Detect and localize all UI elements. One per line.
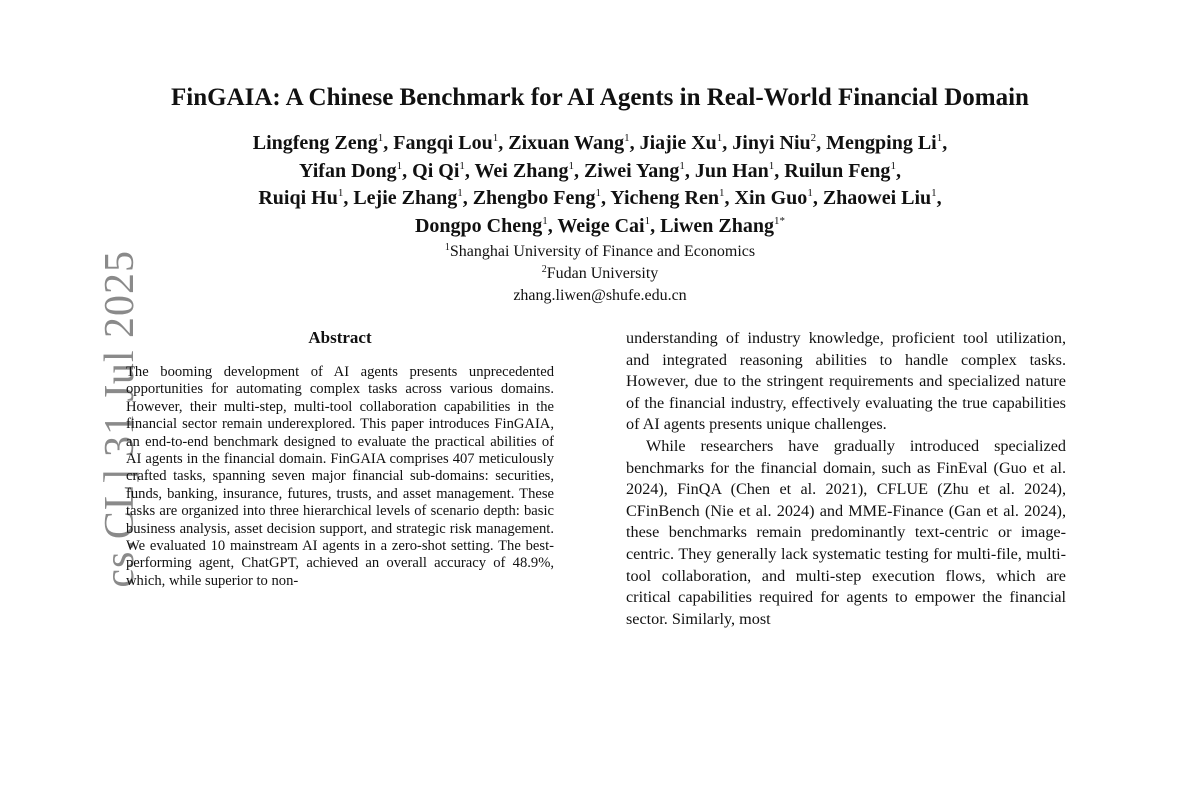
author-name: Jiajie Xu xyxy=(639,132,717,154)
author-affiliation-mark: 1 xyxy=(624,132,630,144)
author-name: Dongpo Cheng xyxy=(414,214,543,237)
author-name: Fangqi Lou xyxy=(393,132,493,154)
right-column-body xyxy=(626,328,1066,630)
author-name: Ruilun Feng xyxy=(784,159,891,182)
author-affiliation-mark: 1* xyxy=(774,214,786,227)
contact-email: zhang.liwen@shufe.edu.cn xyxy=(513,287,687,304)
author-line-4: Dongpo Cheng$^1$, Weige Cai$^1$, Liwen Zhang$^{1*}$ xyxy=(414,214,786,237)
abstract-text: The booming development of AI agents presents unprecedented opportunities for automating complex tasks across various domains. However, their multi-step, multi-tool collaboration capabilities in the financial sector remain underexplored. This paper introduces FinGAIA, an end-to-end benchmark designed to evaluate the practical abilities of AI agents in the financial domain. FinGAIA comprises 407 meticulously crafted tasks, spanning seven major financial sub-domains: securities, funds, banking, insurance, futures, trusts, and asset management. These tasks are organized into three hierarchical levels of scenario depth: basic business analysis, asset decision support, and strategic risk management. We evaluated 10 mainstream AI agents in a zero-shot setting. The best-performing agent, ChatGPT, achieved an overall accuracy of 48.9%, which, while superior to non- xyxy=(126,364,554,589)
author-affiliation-mark: 1 xyxy=(807,187,813,199)
author-name: Yifan Dong xyxy=(299,159,397,182)
author-line-2: Yifan Dong$^1$, Qi Qi$^1$, Wei Zhang$^1$, Ziwei Yang$^1$, Jun Han$^1$, Ruilun Feng$^1$, xyxy=(299,159,901,182)
author-name: Zixuan Wang xyxy=(508,132,625,154)
author-line-1: Lingfeng Zeng$^1$, Fangqi Lou$^1$, Zixuan Wang$^1$, Jiajie Xu$^1$, Jinyi Niu$^2$, Mengping Li$^1$, xyxy=(252,132,948,154)
author-affiliation-mark: 1 xyxy=(337,187,344,199)
author-affiliation-mark: 2 xyxy=(810,132,817,144)
author-name: Ziwei Yang xyxy=(583,159,680,182)
author-affiliation-mark: 1 xyxy=(542,214,548,227)
author-name: Qi Qi xyxy=(412,159,460,182)
body-paragraph: understanding of industry knowledge, proficient tool utilization, and integrated reasoning abilities to handle complex tasks. However, due to the stringent requirements and specialized nature of the financial industry, effectively evaluating the true capabilities of AI agents presents unique challenges. xyxy=(626,329,1066,434)
author-affiliation-mark: 1 xyxy=(459,159,465,172)
paper-title: FinGAIA: A Chinese Benchmark for AI Agents in Real-World Financial Domain xyxy=(171,84,1029,111)
affiliation-mark: 2 xyxy=(541,264,547,275)
author-affiliation-mark: 1 xyxy=(719,187,725,199)
author-affiliation-mark: 1 xyxy=(568,159,574,172)
author-list xyxy=(0,130,1200,240)
author-affiliation-mark: 1 xyxy=(492,132,499,144)
author-affiliation-mark: 1 xyxy=(936,132,943,144)
author-line-3: Ruiqi Hu$^1$, Lejie Zhang$^1$, Zhengbo Feng$^1$, Yicheng Ren$^1$, Xin Guo$^1$, Zhaowei Liu$^1$, xyxy=(258,187,942,209)
author-name: Lingfeng Zeng xyxy=(252,132,378,154)
author-name: Liwen Zhang xyxy=(660,214,775,237)
author-name: Yicheng Ren xyxy=(610,187,719,209)
author-affiliation-mark: 1 xyxy=(890,159,896,172)
author-affiliation-mark: 1 xyxy=(931,187,937,199)
affiliations-block xyxy=(0,241,1200,307)
affiliation-text: Shanghai University of Finance and Economics xyxy=(449,243,756,260)
author-affiliation-mark: 1 xyxy=(679,159,685,172)
author-affiliation-mark: 1 xyxy=(644,214,651,227)
author-name: Wei Zhang xyxy=(474,159,569,182)
author-name: Zhengbo Feng xyxy=(472,187,596,209)
arxiv-identifier-stamp: cs.CL] 31 Jul 2025 xyxy=(97,250,143,588)
author-affiliation-mark: 1 xyxy=(457,187,463,199)
affiliation-mark: 1 xyxy=(444,242,450,253)
author-name: Weige Cai xyxy=(557,214,645,237)
body-paragraph: While researchers have gradually introduced specialized benchmarks for the financial domain, such as FinEval (Guo et al. 2024), FinQA (Chen et al. 2021), CFLUE (Zhu et al. 2024), CFinBench (Nie et al. 2024) and MME-Finance (Gan et al. 2024), these benchmarks remain predominantly text-centric or image-centric. They generally lack systematic testing for multi-file, multi-tool collaboration, and multi-step execution flows, which are critical capabilities required for agents to empower the financial sector. Similarly, most xyxy=(626,436,1066,628)
author-name: Ruiqi Hu xyxy=(258,187,338,209)
author-affiliation-mark: 1 xyxy=(377,132,384,144)
author-affiliation-mark: 1 xyxy=(595,187,602,199)
author-affiliation-mark: 1 xyxy=(396,159,403,172)
author-affiliation-mark: 1 xyxy=(768,159,775,172)
author-name: Zhaowei Liu xyxy=(822,187,932,209)
abstract-heading: Abstract xyxy=(308,328,372,347)
affiliation-text: Fudan University xyxy=(546,265,659,282)
author-name: Mengping Li xyxy=(826,132,937,154)
author-name: Lejie Zhang xyxy=(353,187,458,209)
affiliation-line xyxy=(0,263,1200,285)
affiliation-line xyxy=(0,241,1200,263)
author-name: Jinyi Niu xyxy=(732,132,811,154)
author-name: Jun Han xyxy=(694,159,769,182)
author-affiliation-mark: 1 xyxy=(716,132,723,144)
author-name: Xin Guo xyxy=(734,187,808,209)
